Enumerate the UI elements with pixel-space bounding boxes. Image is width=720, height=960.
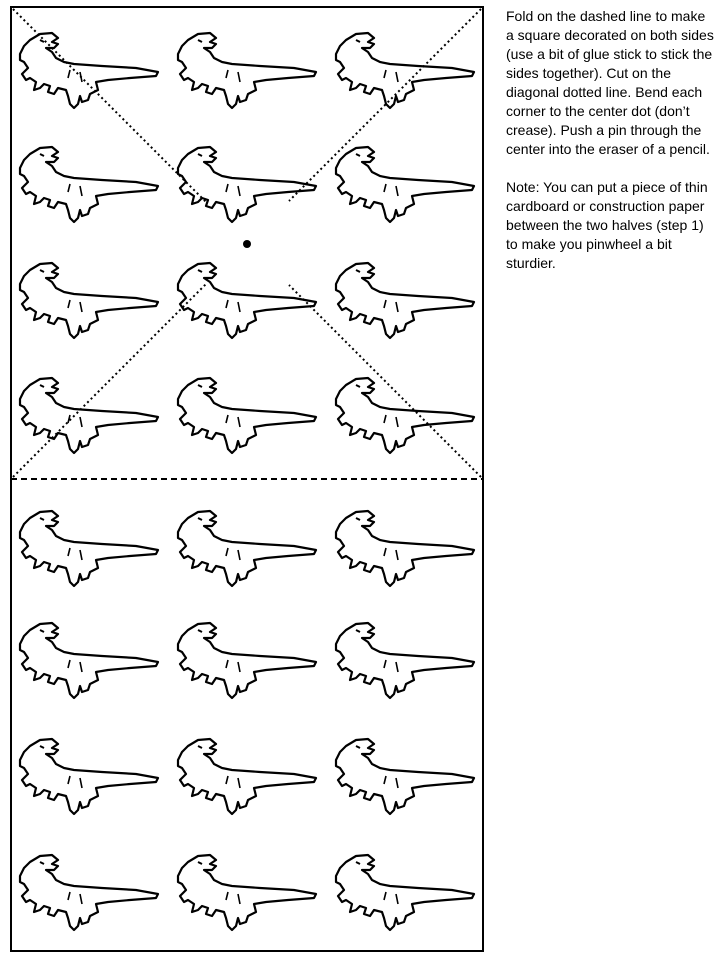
center-dot	[243, 240, 251, 248]
instructions-text: Fold on the dashed line to make a square decorated on both sides (use a bit of glue stick to stick the sides together). Cut on the diagonal dotted line. Bend each corner to the center dot (don’t crease). Push a pin through the center into the eraser of a pencil.	[506, 8, 714, 157]
instructions-panel	[506, 7, 714, 292]
note-text: Note: You can put a piece of thin cardboard or construction paper between the two halves (step 1) to make you pinwheel a bit sturdier.	[506, 179, 708, 271]
